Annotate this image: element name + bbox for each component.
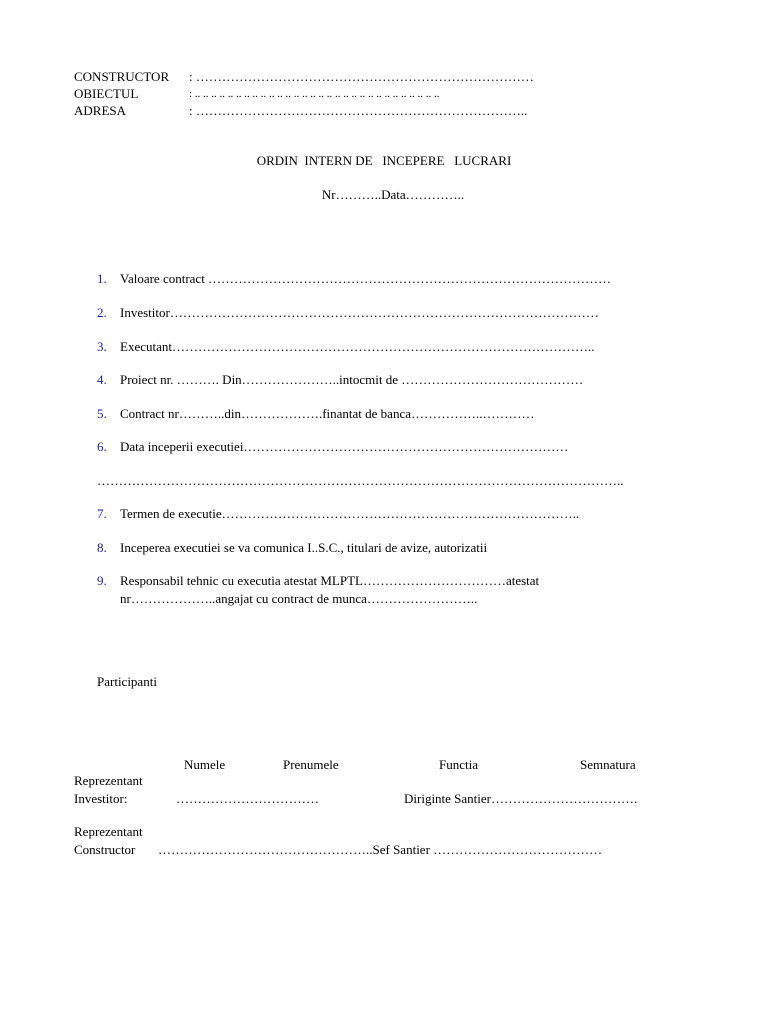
adresa-line: : …………………………………………………………………..: [189, 103, 528, 118]
obiectul-label: OBIECTUL: [74, 86, 139, 101]
item-9-number: 9.: [97, 573, 107, 588]
constructor-line: : ……………………………………………………………………: [189, 69, 534, 84]
item-4-number: 4.: [97, 372, 107, 387]
item-4-text: Proiect nr. ………. Din…………………..intocmit de ……………………………………: [120, 372, 584, 387]
obiectul-line: : .. .. .. .. .. .. .. .. .. .. .. .. .. .. .. .. .. .. .. .. .. .. .. .. .. .. .. .. .. ..: [189, 88, 440, 100]
constructor-label: CONSTRUCTOR: [74, 69, 170, 84]
item-1-text: Valoare contract …………………………………………………………………………………: [120, 271, 612, 286]
rep-investitor-dots: ……………………………: [176, 791, 319, 806]
rep-constructor-dots: …………………………………………..Sef Santier …………………………………: [158, 842, 603, 857]
item-9-line-2: nr………………..angajat cu contract de munca……………………..: [120, 591, 478, 606]
column-semnatura: Semnatura: [580, 757, 636, 772]
rep-investitor-line-2: Investitor:: [74, 791, 128, 806]
nr-data-line: Nr………..Data…………..: [321, 187, 465, 202]
item-2-number: 2.: [97, 305, 107, 320]
item-6-text: Data inceperii executiei…………………………………………………………………: [120, 439, 569, 454]
item-8-number: 8.: [97, 540, 107, 555]
item-7-number: 7.: [97, 506, 107, 521]
column-numele: Numele: [184, 757, 226, 772]
item-6-number: 6.: [97, 439, 107, 454]
rep-constructor-line-1: Reprezentant: [74, 824, 143, 839]
document-title: ORDIN INTERN DE INCEPERE LUCRARI: [256, 153, 512, 168]
rep-investitor-line-1: Reprezentant: [74, 773, 143, 788]
adresa-label: ADRESA: [74, 103, 127, 118]
item-5-text: Contract nr………..din……………….finantat de banca……………..…………: [120, 406, 535, 421]
item-7-text: Termen de executie………………………………………………………………………..: [120, 506, 580, 521]
column-prenumele: Prenumele: [283, 757, 339, 772]
column-functia: Functia: [439, 757, 478, 772]
item-6-continuation: …………………………………………………………………………………………………………..: [97, 473, 624, 488]
rep-investitor-role: Diriginte Santier…………………………….: [404, 791, 638, 806]
rep-constructor-line-2: Constructor: [74, 842, 136, 857]
item-2-text: Investitor………………………………………………………………………………………: [120, 305, 599, 320]
item-3-number: 3.: [97, 339, 107, 354]
item-9-text: Responsabil tehnic cu executia atestat MLPTL……………………………atestat: [120, 573, 540, 588]
item-8-text: Inceperea executiei se va comunica I..S.C., titulari de avize, autorizatii: [120, 540, 488, 555]
item-1-number: 1.: [97, 271, 107, 286]
item-5-number: 5.: [97, 406, 107, 421]
item-3-text: Executant……………………………………………………………………………………..: [120, 339, 595, 354]
participants-label: Participanti: [97, 674, 157, 689]
